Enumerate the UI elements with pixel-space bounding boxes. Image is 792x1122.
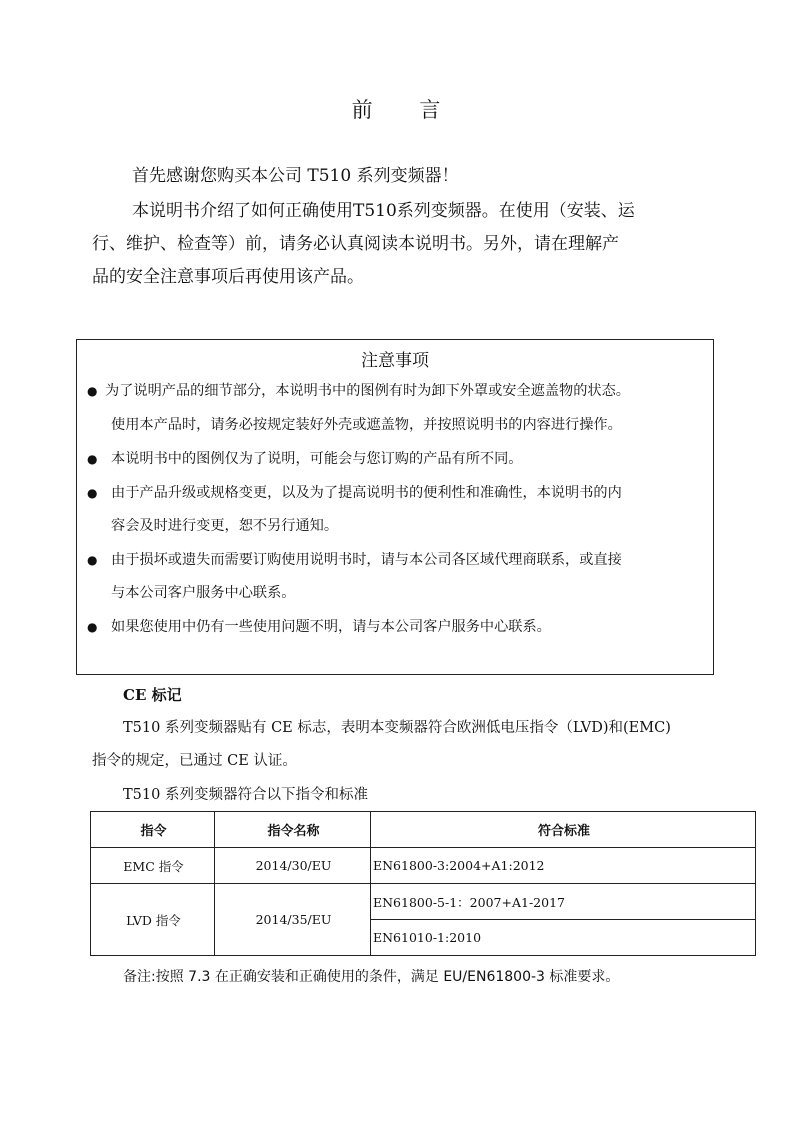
page-title: 前 言 xyxy=(351,98,461,122)
notice-item-3-line-1: 由于产品升级或规格变更，以及为了提高说明书的便利性和准确性，本说明书的内 xyxy=(111,485,622,501)
notice-title: 注意事项 xyxy=(361,351,429,371)
standards-table xyxy=(90,811,756,956)
table-row xyxy=(91,848,756,884)
notice-item-1-line-2: 使用本产品时，请务必按规定装好外壳或遮盖物，并按照说明书的内容进行操作。 xyxy=(111,417,622,433)
intro-line-2: 本说明书介绍了如何正确使用T510系列变频器。在使用（安装、运 xyxy=(132,201,635,221)
bullet-icon: ● xyxy=(87,486,98,500)
notice-item-3-line-2: 容会及时进行变更，恕不另行通知。 xyxy=(111,518,339,534)
table-caption: T510 系列变频器符合以下指令和标准 xyxy=(123,787,368,803)
intro-line-4: 品的安全注意事项后再使用该产品。 xyxy=(92,267,364,287)
bullet-icon: ● xyxy=(87,452,98,466)
notice-item-4-line-1: 由于损坏或遗失而需要订购使用说明书时，请与本公司各区域代理商联系，或直接 xyxy=(111,552,622,568)
intro-line-1: 首先感谢您购买本公司 T510 系列变频器！ xyxy=(132,166,459,186)
notice-item-1-line-1: 为了说明产品的细节部分，本说明书中的图例有时为卸下外罩或安全遮盖物的状态。 xyxy=(105,383,630,399)
cell-directive-name: 2014/35/EU xyxy=(215,884,371,956)
ce-paragraph-line-2: 指令的规定，已通过 CE 认证。 xyxy=(92,753,297,769)
cell-directive: EMC 指令 xyxy=(91,848,215,884)
cell-directive-name: 2014/30/EU xyxy=(215,848,371,884)
notice-item-4-line-2: 与本公司客户服务中心联系。 xyxy=(111,585,296,601)
ce-heading: CE 标记 xyxy=(123,686,182,704)
bullet-icon: ● xyxy=(87,620,98,634)
notice-box xyxy=(76,339,714,675)
header-directive-name: 指令名称 xyxy=(215,812,371,848)
header-standards: 符合标准 xyxy=(371,812,756,848)
cell-standard: EN61800-3:2004+A1:2012 xyxy=(371,848,756,884)
remark-note: 备注:按照 7.3 在正确安装和正确使用的条件，满足 EU/EN61800-3 标准要求。 xyxy=(123,969,620,985)
ce-paragraph-line-1: T510 系列变频器贴有 CE 标志，表明本变频器符合欧洲低电压指令（LVD)和(EMC) xyxy=(123,720,671,736)
intro-line-3: 行、维护、检查等）前，请务必认真阅读本说明书。另外，请在理解产 xyxy=(92,234,619,254)
cell-standard: EN61010-1:2010 xyxy=(371,920,756,956)
notice-item-5-line-1: 如果您使用中仍有一些使用问题不明，请与本公司客户服务中心联系。 xyxy=(111,619,551,635)
bullet-icon: ● xyxy=(87,384,98,398)
cell-directive: LVD 指令 xyxy=(91,884,215,956)
cell-standard: EN61800-5-1：2007+A1-2017 xyxy=(371,884,756,920)
header-directive: 指令 xyxy=(91,812,215,848)
notice-item-2-line-1: 本说明书中的图例仅为了说明，可能会与您订购的产品有所不同。 xyxy=(111,451,523,467)
bullet-icon: ● xyxy=(87,553,98,567)
table-header-row xyxy=(91,812,756,848)
table-row xyxy=(91,884,756,920)
